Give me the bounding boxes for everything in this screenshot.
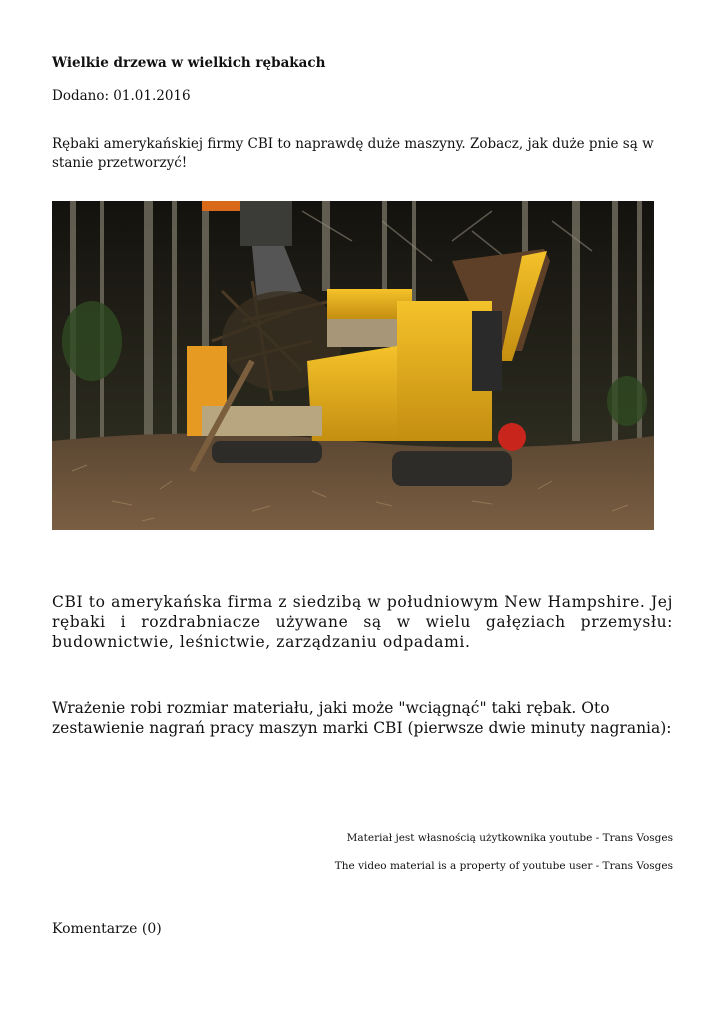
article-photo xyxy=(52,201,654,530)
article-paragraph-2: Wrażenie robi rozmiar materiału, jaki może "wciągnąć" taki rębak. Oto zestawienie nagrań pracy maszyn marki CBI (pierwsze dwie minuty nagrania): xyxy=(52,699,672,737)
article-intro: Rębaki amerykańskiej firmy CBI to naprawdę duże maszyny. Zobacz, jak duże pnie są w stanie przetworzyć! xyxy=(52,136,654,171)
article-paragraph-1: CBI to amerykańska firma z siedzibą w południowym New Hampshire. Jej rębaki i rozdrabniacze używane są w wielu gałęziach przemysłu: budownictwie, leśnictwie, zarządzaniu odpadami. xyxy=(52,593,673,651)
comments-link[interactable]: Komentarze (0) xyxy=(52,921,162,937)
article-title: Wielkie drzewa w wielkich rębakach xyxy=(52,55,326,71)
video-credit-polish: Materiał jest własnością użytkownika youtube - Trans Vosges xyxy=(346,832,673,844)
video-credit-english: The video material is a property of youtube user - Trans Vosges xyxy=(334,860,673,872)
wood-chipper-illustration xyxy=(52,201,654,530)
article-date: Dodano: 01.01.2016 xyxy=(52,88,191,104)
